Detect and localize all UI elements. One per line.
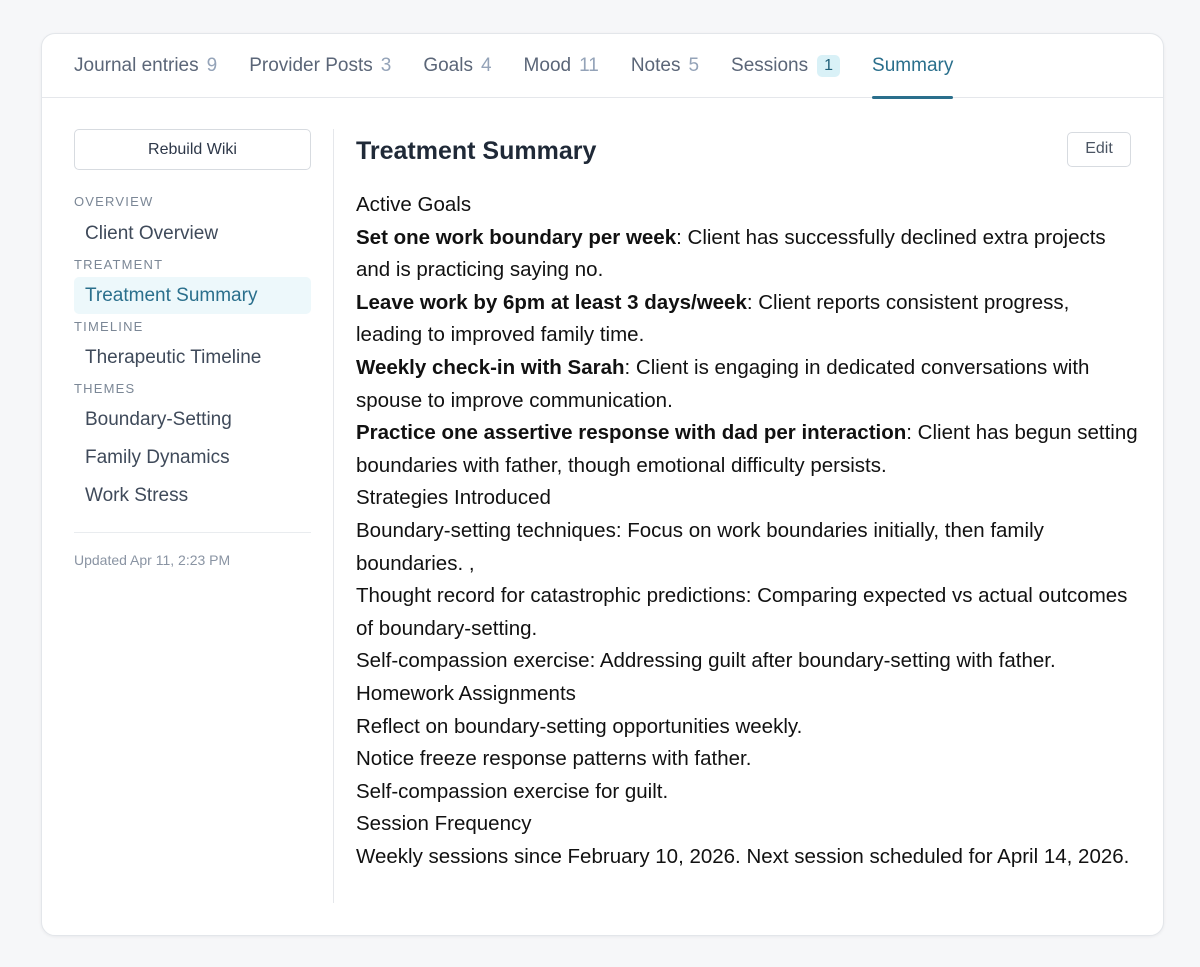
tab-notes[interactable] bbox=[631, 34, 699, 98]
section-label-timeline: TIMELINE bbox=[74, 319, 144, 334]
tab-count: 5 bbox=[688, 55, 700, 76]
goal-name: Weekly check-in with Sarah bbox=[356, 355, 625, 379]
strategy-item: Thought record for catastrophic predictions: Comparing expected vs actual outcomes of boundary-setting. bbox=[356, 584, 1128, 640]
homework-heading: Homework Assignments bbox=[356, 681, 576, 705]
homework-item: Self-compassion exercise for guilt. bbox=[356, 779, 669, 803]
column-divider bbox=[333, 129, 334, 903]
goal-name: Set one work boundary per week bbox=[356, 225, 677, 249]
sidebar-item-client-overview[interactable]: Client Overview bbox=[85, 223, 219, 244]
tab-journal-entries[interactable] bbox=[74, 34, 217, 98]
sidebar-item-therapeutic-timeline[interactable]: Therapeutic Timeline bbox=[85, 347, 262, 368]
tab-label: Sessions bbox=[731, 55, 809, 76]
goal-detail: : Client is engaging in dedicated conversations with spouse to improve communication. bbox=[356, 355, 1090, 412]
goal-item bbox=[356, 352, 1138, 417]
tab-count: 4 bbox=[480, 55, 492, 76]
tab-label: Notes bbox=[630, 55, 681, 76]
tab-provider-posts[interactable] bbox=[249, 34, 391, 98]
section-label-themes: THEMES bbox=[74, 381, 136, 396]
strategy-item: Self-compassion exercise: Addressing guilt after boundary-setting with father. bbox=[356, 649, 1056, 673]
strategy-item: Boundary-setting techniques: Focus on work boundaries initially, then family boundaries. , bbox=[356, 518, 1044, 575]
content-header bbox=[356, 129, 1138, 169]
tab-summary[interactable] bbox=[872, 34, 953, 98]
page-title: Treatment Summary bbox=[356, 136, 597, 165]
goal-name: Leave work by 6pm at least 3 days/week bbox=[356, 290, 747, 314]
goal-detail: : Client has successfully declined extra projects and is practicing saying no. bbox=[356, 225, 1106, 282]
edit-button[interactable]: Edit bbox=[1067, 132, 1131, 167]
tab-goals[interactable] bbox=[423, 34, 491, 98]
summary-body bbox=[356, 189, 1138, 873]
tab-label: Summary bbox=[872, 55, 954, 76]
goal-name: Practice one assertive response with dad per interaction bbox=[356, 421, 907, 445]
strategies-heading: Strategies Introduced bbox=[356, 486, 551, 510]
frequency-text: Weekly sessions since February 10, 2026. Next session scheduled for April 14, 2026. bbox=[356, 844, 1130, 868]
goal-detail: : Client has begun setting boundaries with father, though emotional difficulty persists. bbox=[356, 421, 1138, 477]
tab-count: 11 bbox=[579, 55, 599, 76]
tab-count-badge: 1 bbox=[817, 55, 840, 77]
goal-item bbox=[356, 222, 1138, 287]
sidebar-item-boundary-setting[interactable]: Boundary-Setting bbox=[85, 409, 232, 430]
wiki-card bbox=[41, 33, 1164, 936]
tab-label: Provider Posts bbox=[249, 55, 373, 76]
rebuild-wiki-button[interactable]: Rebuild Wiki bbox=[74, 129, 311, 170]
tab-label: Journal entries bbox=[74, 55, 199, 76]
active-goals-heading: Active Goals bbox=[356, 193, 472, 216]
tab-mood[interactable] bbox=[524, 34, 599, 98]
tab-bar bbox=[42, 34, 1163, 98]
tab-count: 3 bbox=[380, 55, 392, 76]
goal-detail: : Client reports consistent progress, leading to improved family time. bbox=[356, 290, 1070, 347]
section-label-overview: OVERVIEW bbox=[74, 194, 154, 209]
sidebar-item-work-stress[interactable]: Work Stress bbox=[85, 485, 189, 506]
homework-item: Reflect on boundary-setting opportunities weekly. bbox=[356, 714, 803, 738]
sidebar-item-family-dynamics[interactable]: Family Dynamics bbox=[85, 447, 230, 468]
goal-item bbox=[356, 287, 1138, 352]
updated-timestamp: Updated Apr 11, 2:23 PM bbox=[74, 552, 231, 568]
sidebar-divider bbox=[74, 532, 311, 533]
wiki-content bbox=[356, 129, 1138, 873]
homework-item: Notice freeze response patterns with father. bbox=[356, 747, 752, 771]
tab-label: Mood bbox=[523, 55, 572, 76]
tab-sessions[interactable] bbox=[731, 34, 840, 98]
wiki-sidebar bbox=[74, 129, 311, 568]
frequency-heading: Session Frequency bbox=[356, 812, 532, 836]
section-label-treatment: TREATMENT bbox=[74, 257, 164, 272]
tab-count: 9 bbox=[206, 55, 218, 76]
goal-item bbox=[356, 417, 1138, 482]
sidebar-item-treatment-summary[interactable]: Treatment Summary bbox=[74, 277, 311, 314]
tab-label: Goals bbox=[423, 55, 473, 76]
